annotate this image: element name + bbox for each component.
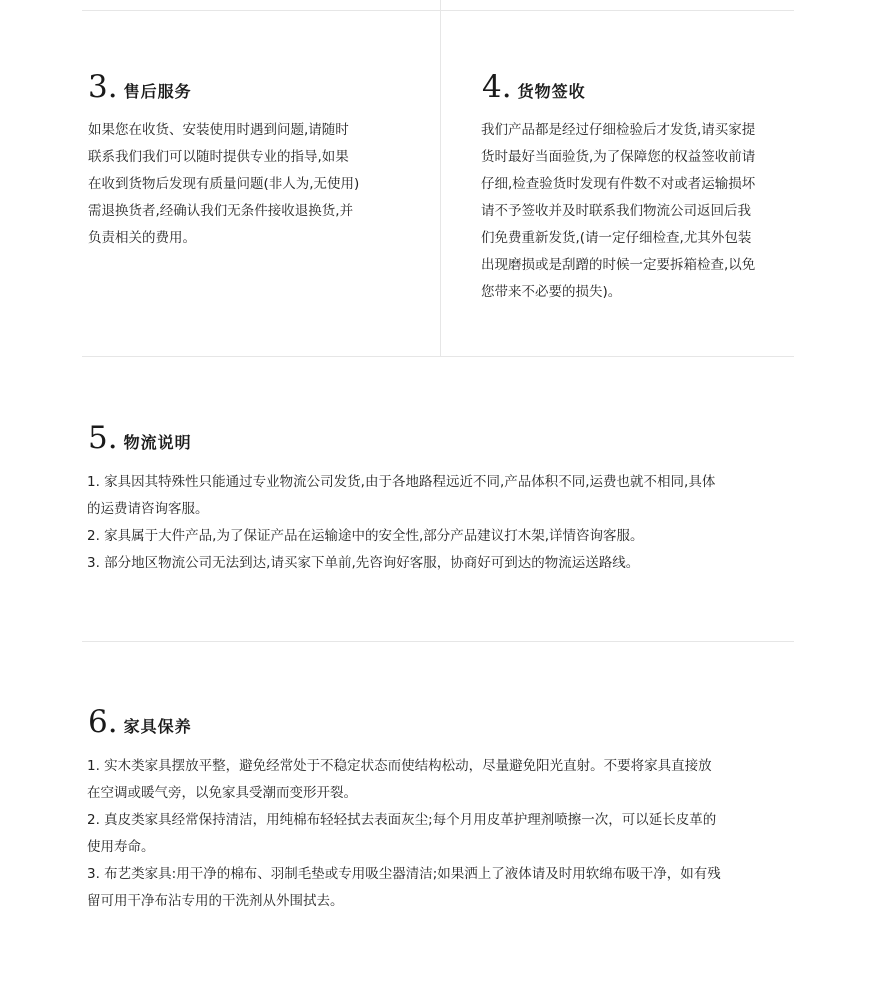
section-4-line: 仔细,检查验货时发现有件数不对或者运输损坏 bbox=[481, 176, 756, 192]
section-4-line: 我们产品都是经过仔细检验后才发货,请买家提 bbox=[481, 122, 756, 138]
section-4-number: 4. bbox=[482, 69, 512, 105]
section-5-number: 5. bbox=[88, 420, 118, 456]
section-6-line: 使用寿命。 bbox=[87, 839, 155, 855]
section-4-line: 们免费重新发货,(请一定仔细检查,尤其外包装 bbox=[481, 230, 752, 246]
section-5-body bbox=[87, 469, 807, 577]
section-6-heading bbox=[88, 704, 192, 740]
section-4-title: 货物签收 bbox=[517, 82, 586, 101]
divider-after-row1 bbox=[82, 356, 794, 357]
section-6-line: 1. 实木类家具摆放平整，避免经常处于不稳定状态而使结构松动，尽量避免阳光直射。不要将家具直接放 bbox=[87, 758, 712, 774]
section-3-line: 如果您在收货、安装使用时遇到问题,请随时 bbox=[88, 122, 349, 138]
section-4-line: 您带来不必要的损失)。 bbox=[481, 284, 622, 300]
section-6-line: 留可用干净布沾专用的干洗剂从外围拭去。 bbox=[87, 893, 344, 909]
section-3-line: 联系我们我们可以随时提供专业的指导,如果 bbox=[88, 149, 349, 165]
section-4-line: 请不予签收并及时联系我们物流公司返回后我 bbox=[481, 203, 751, 219]
section-4-line: 货时最好当面验货,为了保障您的权益签收前请 bbox=[481, 149, 756, 165]
section-6-line: 在空调或暖气旁，以免家具受潮而变形开裂。 bbox=[87, 785, 357, 801]
section-3-body bbox=[88, 117, 428, 252]
top-divider bbox=[82, 10, 794, 11]
section-5-line: 3. 部分地区物流公司无法到达,请买家下单前,先咨询好客服，协商好可到达的物流运送路线。 bbox=[87, 555, 640, 571]
column-divider bbox=[440, 0, 441, 357]
section-6-number: 6. bbox=[88, 704, 118, 740]
section-6-line: 3. 布艺类家具:用干净的棉布、羽制毛垫或专用吸尘器清洁;如果洒上了液体请及时用软绵布吸干净，如有残 bbox=[87, 866, 721, 882]
section-4-line: 出现磨损或是刮蹭的时候一定要拆箱检查,以免 bbox=[481, 257, 756, 273]
section-5-line: 1. 家具因其特殊性只能通过专业物流公司发货,由于各地路程远近不同,产品体积不同,运费也就不相同,具体 bbox=[87, 474, 716, 490]
section-5-line: 的运费请咨询客服。 bbox=[87, 501, 209, 517]
section-5-title: 物流说明 bbox=[123, 433, 192, 452]
divider-after-section5 bbox=[82, 641, 794, 642]
section-3-title: 售后服务 bbox=[123, 82, 192, 101]
section-3-number: 3. bbox=[88, 69, 118, 105]
section-3-line: 负责相关的费用。 bbox=[88, 230, 196, 246]
section-6-line: 2. 真皮类家具经常保持清洁，用纯棉布轻轻拭去表面灰尘;每个月用皮革护理剂喷擦一次，可以延长皮革的 bbox=[87, 812, 717, 828]
section-6-title: 家具保养 bbox=[123, 717, 192, 736]
section-4-body bbox=[481, 117, 811, 306]
section-5-line: 2. 家具属于大件产品,为了保证产品在运输途中的安全性,部分产品建议打木架,详情咨询客服。 bbox=[87, 528, 644, 544]
section-3-line: 在收到货物后发现有质量问题(非人为,无使用) bbox=[88, 176, 360, 192]
section-3-heading bbox=[88, 69, 192, 105]
section-6-body bbox=[87, 753, 807, 915]
section-5-heading bbox=[88, 420, 192, 456]
section-4-heading bbox=[482, 69, 586, 105]
section-3-line: 需退换货者,经确认我们无条件接收退换货,并 bbox=[88, 203, 354, 219]
